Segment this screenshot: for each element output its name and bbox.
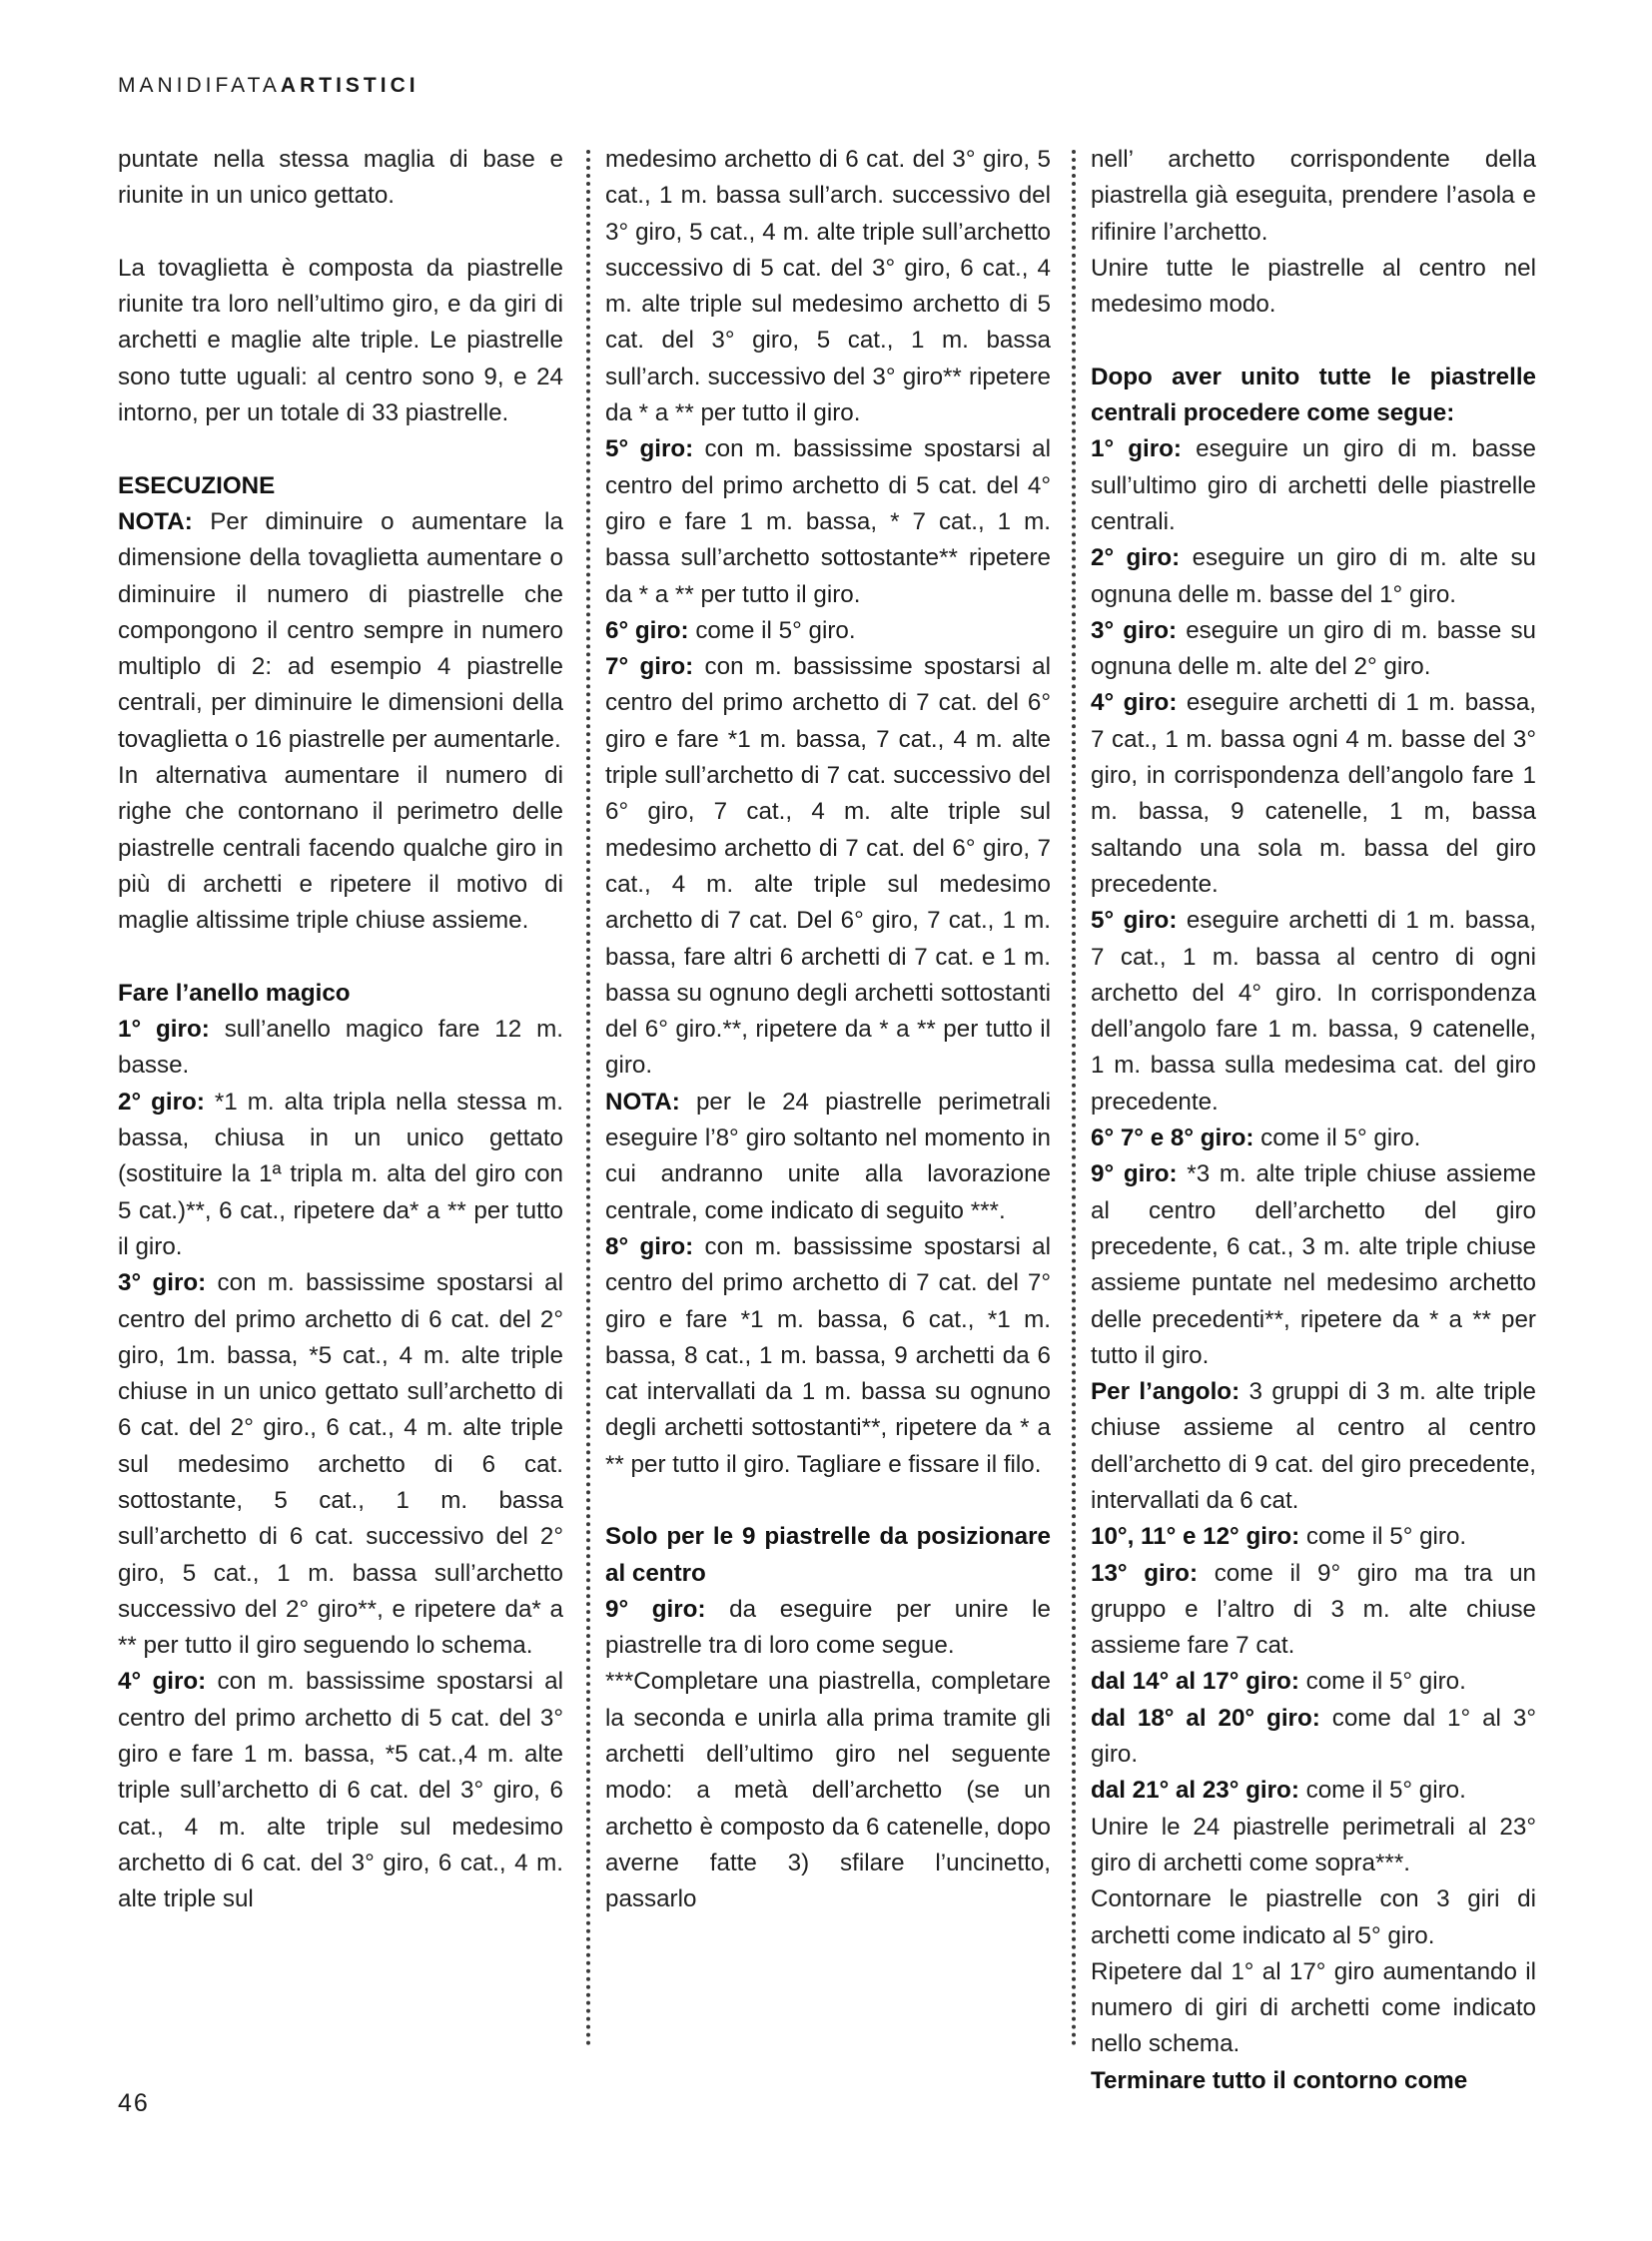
paragraph-text: come il 5° giro. [688, 616, 856, 644]
paragraph-text: ***Completare una piastrella, completare la seconda e unirla alla prima tramite gli archetti dell’ultimo giro nel seguente modo: a metà dell’archetto (se un archetto è composto da 6 catenelle, dopo averne fatte 3) sfilare l’uncinetto, passarlo [605, 1668, 1051, 1913]
paragraph [1091, 1556, 1536, 1665]
paragraph-text: come il 5° giro. [1298, 1668, 1466, 1696]
paragraph [118, 1012, 563, 1085]
running-head [118, 74, 419, 98]
paragraph-gap [605, 1483, 1051, 1519]
section-heading: Dopo aver unito tutte le piastrelle centrali procedere come segue: [1091, 363, 1536, 427]
paragraph [605, 1085, 1051, 1229]
step-label: Per l’angolo: [1091, 1378, 1240, 1406]
paragraph-gap [1091, 323, 1536, 359]
paragraph-text: eseguire un giro di m. basse sull’ultimo giro di archetti delle piastrelle centrali. [1091, 435, 1536, 535]
step-label: 9° giro: [605, 1595, 706, 1623]
step-label: 9° giro: [1091, 1160, 1178, 1188]
paragraph [118, 251, 563, 431]
paragraph [1091, 431, 1536, 540]
step-label: dal 18° al 20° giro: [1091, 1704, 1320, 1732]
paragraph [605, 1229, 1051, 1483]
paragraph [1091, 2063, 1536, 2099]
paragraph [605, 431, 1051, 612]
step-label: 2° giro: [118, 1088, 205, 1116]
paragraph [605, 649, 1051, 1085]
paragraph-text: La tovaglietta è composta da piastrelle riunite tra loro nell’ultimo giro, e da giri di archetti e maglie alte triple. Le piastrelle sono tutte uguali: al centro sono 9, e 24 intorno, per un totale di 33 piastrelle. [118, 254, 563, 427]
paragraph-text: come il 5° giro. [1253, 1124, 1421, 1152]
step-label: 7° giro: [605, 653, 694, 681]
paragraph [605, 613, 1051, 649]
paragraph-gap [118, 940, 563, 976]
step-label: 2° giro: [1091, 544, 1181, 572]
step-label: NOTA: [118, 507, 193, 535]
paragraph [1091, 1120, 1536, 1156]
step-label: 13° giro: [1091, 1559, 1199, 1587]
paragraph-gap [118, 431, 563, 467]
paragraph [1091, 540, 1536, 613]
paragraph [605, 1664, 1051, 1917]
paragraph [118, 142, 563, 215]
paragraph-text: 3 gruppi di 3 m. alte triple chiuse assieme al centro al centro dell’archetto di 9 cat. del giro precedente, intervallati da 6 cat. [1091, 1378, 1536, 1514]
paragraph-text: Ripetere dal 1° al 17° giro aumentando il numero di giri di archetti come indicato nello schema. [1091, 1957, 1536, 2058]
paragraph-text: con m. bassissime spostarsi al centro del primo archetto di 6 cat. del 2° giro, 1m. bassa, *5 cat., 4 m. alte triple chiuse in un unico gettato sull’archetto di 6 cat. del 2° giro., 6 cat., 4 m. alte triple sul medesimo archetto di 6 cat. sottostante, 5 cat., 1 m. bassa sull’archetto di 6 cat. successivo del 2° giro, 5 cat., 1 m. bassa sull’archetto successivo del 2° giro**, e ripetere da* a ** per tutto il giro seguendo lo schema. [118, 1269, 563, 1660]
paragraph-text: come il 5° giro. [1299, 1523, 1467, 1551]
paragraph-text: con m. bassissime spostarsi al centro del primo archetto di 5 cat. del 3° giro e fare 1 m. bassa, *5 cat.,4 m. alte triple sull’archetto di 6 cat. del 3° giro, 6 cat., 4 m. alte triple sul medesimo archetto di 6 cat. del 3° giro, 6 cat., 4 m. alte triple sul [118, 1668, 563, 1913]
paragraph [1091, 251, 1536, 324]
step-label: Terminare tutto il contorno come [1091, 2066, 1468, 2094]
paragraph-gap [118, 215, 563, 251]
paragraph-text: con m. bassissime spostarsi al centro del primo archetto di 5 cat. del 4° giro e fare 1 m. bassa, * 7 cat., 1 m. bassa sull’archetto sottostante** ripetere da * a ** per tutto il giro. [605, 435, 1051, 608]
paragraph-text: In alternativa aumentare il numero di righe che contornano il perimetro delle piastrelle centrali facendo qualche giro in più di archetti e ripetere il motivo di maglie altissime triple chiuse assieme. [118, 762, 563, 935]
step-label: 3° giro: [118, 1269, 207, 1297]
paragraph [118, 758, 563, 939]
step-label: 8° giro: [605, 1232, 694, 1260]
paragraph [1091, 1664, 1536, 1700]
step-label: 1° giro: [1091, 435, 1182, 463]
paragraph [1091, 1954, 1536, 2063]
step-label: 6° 7° e 8° giro: [1091, 1124, 1254, 1152]
paragraph [1091, 142, 1536, 251]
section-heading: ESECUZIONE [118, 471, 276, 499]
step-label: 5° giro: [605, 435, 694, 463]
paragraph [1091, 613, 1536, 686]
paragraph-text: *1 m. alta tripla nella stessa m. bassa, chiusa in un unico gettato (sostituire la 1ª tripla m. alta del giro con 5 cat.)**, 6 cat., ripetere da* a ** per tutto il giro. [118, 1088, 563, 1260]
paragraph [118, 1265, 563, 1664]
paragraph-text: Unire le 24 piastrelle perimetrali al 23° giro di archetti come sopra***. [1091, 1813, 1536, 1876]
brand-bold: ARTISTICI [280, 74, 419, 97]
paragraph-text: come il 9° giro ma tra un gruppo e l’altro di 3 m. alte chiuse assieme fare 7 cat. [1091, 1559, 1536, 1660]
paragraph [1091, 1156, 1536, 1374]
paragraph-text: eseguire archetti di 1 m. bassa, 7 cat., 1 m. bassa ogni 4 m. basse del 3° giro, in corrispondenza dell’angolo fare 1 m. bassa, 9 catenelle, 1 m, bassa saltando una sola m. bassa del giro precedente. [1091, 689, 1536, 898]
brand-light: MANIDIFATA [118, 74, 281, 97]
paragraph-text: *3 m. alte triple chiuse assieme al centro dell’archetto del giro precedente, 6 cat., 3 m. alte triple chiuse assieme puntate nel medesimo archetto delle precedenti**, ripetere da * a ** per tutto il giro. [1091, 1160, 1536, 1369]
paragraph-text: per le 24 piastrelle perimetrali eseguire l’8° giro soltanto nel momento in cui andranno unite alla lavorazione centrale, come indicato di seguito ***. [605, 1088, 1051, 1224]
section-heading: Fare l’anello magico [118, 979, 351, 1007]
paragraph-text: medesimo archetto di 6 cat. del 3° giro, 5 cat., 1 m. bassa sull’arch. successivo del 3° giro, 5 cat., 4 m. alte triple sull’archetto successivo di 5 cat. del 3° giro, 6 cat., 4 m. alte triple sul medesimo archetto di 5 cat. del 3° giro, 5 cat., 1 m. bassa sull’arch. successivo del 3° giro** ripetere da * a ** per tutto il giro. [605, 146, 1051, 427]
paragraph [1091, 685, 1536, 903]
paragraph-text: sull’anello magico fare 12 m. basse. [118, 1016, 563, 1080]
paragraph [1091, 1519, 1536, 1555]
paragraph-text: come il 5° giro. [1298, 1777, 1466, 1805]
step-label: 3° giro: [1091, 616, 1178, 644]
paragraph [1091, 1773, 1536, 1809]
paragraph-text: da eseguire per unire le piastrelle tra di loro come segue. [605, 1595, 1051, 1660]
step-label: 6° giro: [605, 616, 689, 644]
section-heading: Solo per le 9 piastrelle da posizionare al centro [605, 1523, 1051, 1587]
paragraph [1091, 1374, 1536, 1519]
text-column-2 [605, 142, 1051, 2059]
step-label: dal 14° al 17° giro: [1091, 1668, 1299, 1696]
text-column-3 [1091, 142, 1537, 2094]
paragraph [118, 1664, 563, 1917]
step-label: 4° giro: [1091, 689, 1178, 717]
paragraph-text: eseguire archetti di 1 m. bassa, 7 cat., 1 m. bassa al centro di ogni archetto del 4° giro. In corrispondenza dell’angolo fare 1 m. bassa, 9 catenelle, 1 m. bassa sulla medesima cat. del giro precedente. [1091, 907, 1536, 1116]
page-number: 46 [118, 2089, 150, 2117]
paragraph [1091, 1810, 1536, 1882]
column-divider-2 [1072, 150, 1076, 2047]
paragraph-text: nell’ archetto corrispondente della piastrella già eseguita, prendere l’asola e rifinire l’archetto. [1091, 146, 1536, 246]
paragraph [1091, 1701, 1536, 1774]
step-label: 4° giro: [118, 1668, 207, 1696]
paragraph-text: puntate nella stessa maglia di base e riunite in un unico gettato. [118, 146, 563, 210]
text-column-1 [118, 142, 563, 2059]
paragraph-text: Per diminuire o aumentare la dimensione della tovaglietta aumentare o diminuire il numero di piastrelle che compongono il centro sempre in numero multiplo di 2: ad esempio 4 piastrelle centrali, per diminuire le dimensioni della tovaglietta o 16 piastrelle per aumentarle. [118, 507, 563, 753]
step-label: 5° giro: [1091, 907, 1178, 935]
paragraph [118, 504, 563, 758]
paragraph-text: eseguire un giro di m. basse su ognuna delle m. alte del 2° giro. [1091, 616, 1536, 681]
paragraph [605, 1592, 1051, 1665]
paragraph-text: eseguire un giro di m. alte su ognuna delle m. basse del 1° giro. [1091, 544, 1537, 608]
paragraph-text: con m. bassissime spostarsi al centro del primo archetto di 7 cat. del 7° giro e fare *1 m. bassa, 6 cat., *1 m. bassa, 8 cat., 1 m. bassa, 9 archetti da 6 cat intervallati da 1 m. bassa su ognuno degli archetti sottostanti**, ripetere da * a ** per tutto il giro. Tagliare e fissare il filo. [605, 1232, 1051, 1478]
column-divider-1 [586, 150, 590, 2047]
paragraph [605, 142, 1051, 431]
step-label: 10°, 11° e 12° giro: [1091, 1523, 1300, 1551]
paragraph-text: Contornare le piastrelle con 3 giri di archetti come indicato al 5° giro. [1091, 1885, 1536, 1949]
step-label: 1° giro: [118, 1016, 210, 1044]
paragraph-text: con m. bassissime spostarsi al centro del primo archetto di 7 cat. del 6° giro e fare *1 m. bassa, 7 cat., 4 m. alte triple sull’archetto di 7 cat. successivo del 6° giro, 7 cat., 4 m. alte triple sul medesimo archetto di 7 cat. del 6° giro, 7 cat., 4 m. alte triple sul medesimo archetto di 7 cat. Del 6° giro, 7 cat., 1 m. bassa, fare altri 6 archetti di 7 cat. e 1 m. bassa su ognuno degli archetti sottostanti del 6° giro.**, ripetere da * a ** per tutto il giro. [605, 653, 1051, 1080]
paragraph [1091, 1881, 1536, 1954]
paragraph-text: come dal 1° al 3° giro. [1091, 1704, 1536, 1769]
paragraph-text: Unire tutte le piastrelle al centro nel medesimo modo. [1091, 254, 1536, 319]
step-label: NOTA: [605, 1088, 680, 1116]
paragraph [1091, 903, 1536, 1120]
paragraph [118, 1085, 563, 1265]
step-label: dal 21° al 23° giro: [1091, 1777, 1299, 1805]
